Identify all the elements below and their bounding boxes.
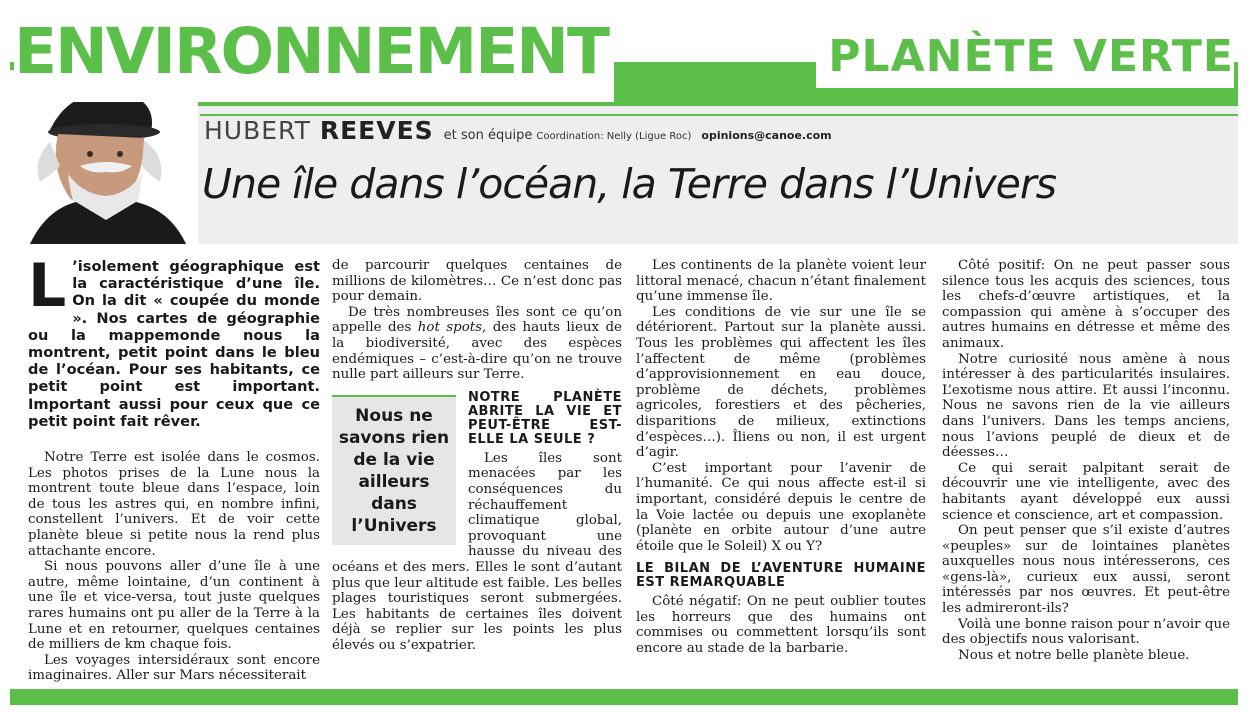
paragraph: Les îles sont menacées par les conséquences du réchauffement climatique global, provoquant une hausse du niveau des océans et des mers. Elles le sont d’autant plus que leur altitude est faible. Les belles plages touristiques seront submergées. Les habitants de certaines îles doivent déjà se replier sur les points les plus élevés ou s’expatrier. [332,450,622,653]
footer-band [10,689,1238,705]
paragraph: Les continents de la planète voient leur littoral menacé, chacun n’étant finalement qu’une immense île. [636,258,926,305]
paragraph: Voilà une bonne raison pour n’avoir que des objectifs nous valorisant. [942,616,1230,648]
byline [204,116,832,146]
paragraph: Les conditions de vie sur une île se détériorent. Partout sur la planète aussi. Tous les problèmes qui affectent les îles l’affectent de même (problèmes d’approvisionnement en eau douce, problème de déchets, problèmes agricoles, forestiers et des pêcheries, disparitions de milieux, extinctions d’espèces…). Îliens ou non, il est urgent d’agir. [636,304,926,461]
section-title: ENVIRONNEMENT [14,2,614,102]
paragraph: Si nous pouvons aller d’une île à une autre, même lointaine, d’un continent à une île et vice-versa, tout juste quelques rares humains ont pu aller de la Terre à la Lune et en retourner, quelques centaines de milliers de km chaque fois. [28,559,320,653]
lead-paragraph: L ’isolement géographique est la caractéristique d’une île. On la dit « coupée du monde ». Nos cartes de géographie ou la mappemonde nous la montrent, petit point dans le bleu de l’océan. Pour ses habitants, ce petit point est important. Important aussi pour ceux que ce petit point fait rêver. [28,251,320,430]
subhead: NOTRE PLANÈTE ABRITE LA VIE ET PEUT-ÊTRE EST-ELLE LA SEULE ? [468,389,622,447]
coordination-label: Coordination: Nelly (Ligue Roc) [536,131,692,142]
paragraph: Côté positif: On ne peut passer sous silence tous les acquis des sciences, tous les chefs-d’œuvre artistiques, et la compassion qui amène à s’occuper des autres humains en détresse et même des animaux. [942,258,1230,351]
contact-email[interactable]: opinions@canoe.com [701,129,832,142]
drop-cap: L [28,251,67,321]
headline: Une île dans l’océan, la Terre dans l’Univers [202,160,1057,208]
paragraph: Nous et notre belle planète bleue. [958,647,1190,663]
column-3 [636,258,926,657]
paragraph: de parcourir quelques centaines de millions de kilomètres… Ce n’est donc pas pour demain. [332,258,622,305]
paragraph: On peut penser que s’il existe d’autres «peuples» sur de lointaines planètes auxquelles nous nous intéresserons, ces «gens-là», curieux eux aussi, seront intéressés par nos œuvres. Et peut-être les admireront-ils? [942,523,1230,617]
pull-quote: Nous ne savons rien de la vie ailleurs dans l’Univers [332,395,456,545]
paragraph: Ce qui serait palpitant serait de découvrir une vie intelligente, avec des habitants ayant développé eux aussi science et conscience, art et compassion. [942,460,1230,523]
paragraph: C’est important pour l’avenir de l’humanité. Ce qui nous affecte est-il si important, considéré depuis le centre de la Voie lactée ou depuis une exoplanète (planète en orbite autour d’une autre étoile que le Soleil) X ou Y? [636,460,926,554]
paragraph: Côté négatif: On ne peut oublier toutes les horreurs que des humains ont commises ou commettent lorsqu’ils sont encore au stade de la barbarie. [636,594,926,657]
paragraph: Notre Terre est isolée dans le cosmos. Les photos prises de la Lune nous la montrent toute bleue dans l’espace, loin de tous les astres qui, en nombre infini, constellent l’univers. Et de voir cette planète bleue si petite nous la rend plus attachante encore. [28,450,320,559]
subsection-title: PLANÈTE VERTE [816,26,1234,88]
column-1 [28,251,320,684]
paragraph: Les voyages intersidéraux sont encore imaginaires. Aller sur Mars nécessiterait [28,652,320,684]
author-name: HUBERT REEVES [204,116,434,145]
column-2 [332,258,622,653]
subhead: LE BILAN DE L’AVENTURE HUMAINE EST REMARQUABLE [636,561,926,591]
paragraph: Notre curiosité nous amène à nous intéresser à des particularités insulaires. L’exotisme nous attire. Et aussi l’inconnu. Nous ne savons rien de la vie ailleurs dans l’univers. Dans les temps anciens, nous l’avions peuplé de dieux et de déesses… [942,351,1230,461]
paragraph: De très nombreuses îles sont ce qu’on appelle des hot spots, des hauts lieux de la biodiversité, avec des espèces endémiques – c’est-à-dire qu’on ne trouve nulle part ailleurs sur Terre. [332,304,622,383]
team-label: et son équipe [443,128,533,143]
column-4 [942,258,1230,663]
